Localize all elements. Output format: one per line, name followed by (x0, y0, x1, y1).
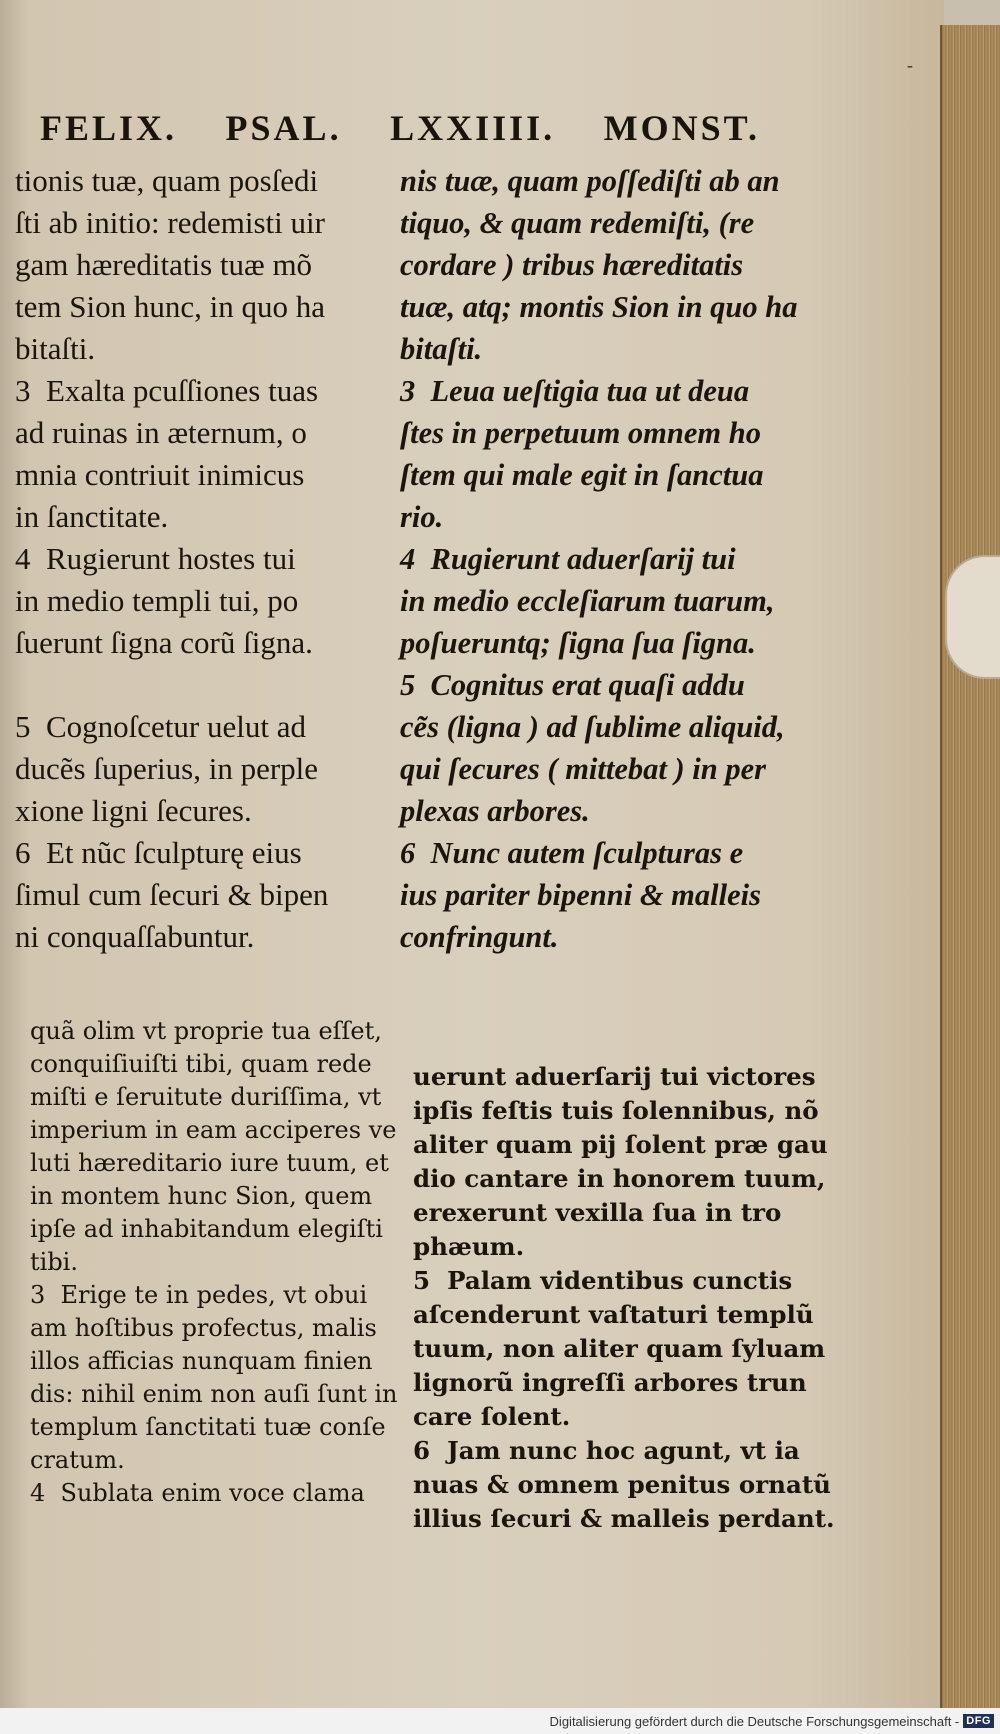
text-line: tionis tuæ, quam posſedi (15, 163, 319, 198)
text-line: miſti e ſeruitute duriſſima, vt (30, 1083, 382, 1111)
text-line: in medio templi tui, po (15, 583, 299, 618)
text-line: ipſe ad inhabitandum elegiſti (30, 1215, 383, 1243)
text-line: tiquo, & quam redemiſti, (re (400, 206, 755, 240)
text-line: 5 Palam videntibus cunctis (413, 1266, 793, 1295)
text-line: tuum, non aliter quam ſyluam (413, 1334, 826, 1363)
text-line: plexas arbores. (400, 794, 590, 828)
digitization-footer (0, 1708, 1000, 1734)
text-line: dis: nihil enim non auſi ſunt in (30, 1380, 398, 1408)
text-line: cratum. (30, 1446, 125, 1474)
text-line: ad ruinas in æternum, o (15, 415, 307, 450)
page-edges (940, 25, 1000, 1708)
header-psalm: PSAL. (225, 107, 342, 148)
text-line: cẽs (ligna ) ad ſublime aliquid, (400, 710, 785, 744)
text-line: erexerunt vexilla ſua in tro (413, 1198, 782, 1227)
text-line: templum ſanctitati tuæ conſe (30, 1413, 386, 1441)
header-left: FELIX. (40, 107, 178, 148)
text-line: gam hæreditatis tuæ mõ (15, 247, 313, 282)
text-line: ſuerunt ſigna corũ ſigna. (15, 625, 313, 660)
text-line: care ſolent. (413, 1402, 571, 1431)
text-line: rio. (400, 500, 444, 534)
text-line: in medio eccleſiarum tuarum, (400, 584, 775, 618)
text-line: ſimul cum ſecuri & bipen (15, 877, 329, 912)
text-line: 4 Rugierunt hostes tui (15, 541, 296, 576)
footer-credit: Digitalisierung gefördert durch die Deutsche Forschungsgemeinschaft - (549, 1713, 960, 1729)
text-line: 4 Rugierunt aduerſarij tui (400, 542, 736, 576)
margin-mark: - (907, 55, 913, 75)
right-italic-column (400, 160, 840, 958)
text-line: aliter quam pij ſolent præ gau (413, 1130, 828, 1159)
text-line: tuæ, atq; montis Sion in quo ha (400, 290, 798, 324)
text-line: conquiſiuiſti tibi, quam rede (30, 1050, 372, 1078)
left-text-column (15, 160, 400, 958)
text-line: 5 Cognoſcetur uelut ad (15, 709, 306, 744)
text-line: dio cantare in honorem tuum, (413, 1164, 826, 1193)
text-line: tem Sion hunc, in quo ha (15, 289, 325, 324)
text-line: tibi. (30, 1248, 78, 1276)
text-line: aſcenderunt vaſtaturi templũ (413, 1300, 814, 1329)
text-line: 6 Et nũc ſculpturę eius (15, 835, 302, 870)
dfg-logo-icon: DFG (963, 1714, 994, 1728)
text-line: illius ſecuri & malleis perdant. (413, 1504, 835, 1533)
lower-right-gothic-column (413, 1060, 835, 1536)
text-line: am hoſtibus profectus, malis (30, 1314, 377, 1342)
text-line: ſtem qui male egit in ſanctua (400, 458, 764, 492)
text-line: phæum. (413, 1232, 525, 1261)
text-line: luti hæreditario iure tuum, et (30, 1149, 389, 1177)
text-line: lignorũ ingreſſi arbores trun (413, 1368, 807, 1397)
text-line: 3 Exalta pcuſſiones tuas (15, 373, 319, 408)
text-line: bitaſti. (400, 332, 483, 366)
text-line: illos afficias nunquam finien (30, 1347, 373, 1375)
text-line: confringunt. (400, 920, 559, 954)
text-line: nuas & omnem penitus ornatũ (413, 1470, 831, 1499)
book-clasp (945, 555, 1000, 679)
text-line: ducẽs ſuperius, in perple (15, 751, 319, 786)
text-line: uerunt aduerſarij tui victores (413, 1062, 816, 1091)
text-line: 6 Nunc autem ſculpturas e (400, 836, 744, 870)
text-line: 3 Leua ueſtigia tua ut deua (400, 374, 750, 408)
text-line: ius pariter bipenni & malleis (400, 878, 761, 912)
text-line: ipſis feſtis tuis ſolennibus, nõ (413, 1096, 819, 1125)
text-line: 6 Jam nunc hoc agunt, vt ia (413, 1436, 800, 1465)
text-line: in montem hunc Sion, quem (30, 1182, 373, 1210)
text-line: quã olim vt proprie tua eſſet, (30, 1017, 382, 1045)
running-header (40, 105, 760, 150)
lower-left-gothic-column (30, 1015, 405, 1510)
text-line: ſtes in perpetuum omnem ho (400, 416, 761, 450)
text-line: qui ſecures ( mittebat ) in per (400, 752, 766, 786)
text-line: nis tuæ, quam poſſediſti ab an (400, 164, 780, 198)
text-line: bitaſti. (15, 331, 96, 366)
text-line: imperium in eam acciperes ve (30, 1116, 397, 1144)
text-line: 5 Cognitus erat quaſi addu (400, 668, 745, 702)
text-line: in ſanctitate. (15, 499, 169, 534)
text-line: 4 Sublata enim voce clama (30, 1479, 365, 1507)
header-psalm-number: LXXIIII. (390, 107, 556, 148)
header-right: MONST. (603, 107, 760, 148)
text-line: cordare ) tribus hæreditatis (400, 248, 744, 282)
text-line: ſti ab initio: redemisti uir (15, 205, 325, 240)
text-line: 3 Erige te in pedes, vt obui (30, 1281, 368, 1309)
text-line: ni conquaſſabuntur. (15, 919, 255, 954)
text-line (15, 664, 400, 706)
text-line: mnia contriuit inimicus (15, 457, 305, 492)
text-line: poſueruntq; ſigna ſua ſigna. (400, 626, 756, 660)
text-line: xione ligni ſecures. (15, 793, 252, 828)
